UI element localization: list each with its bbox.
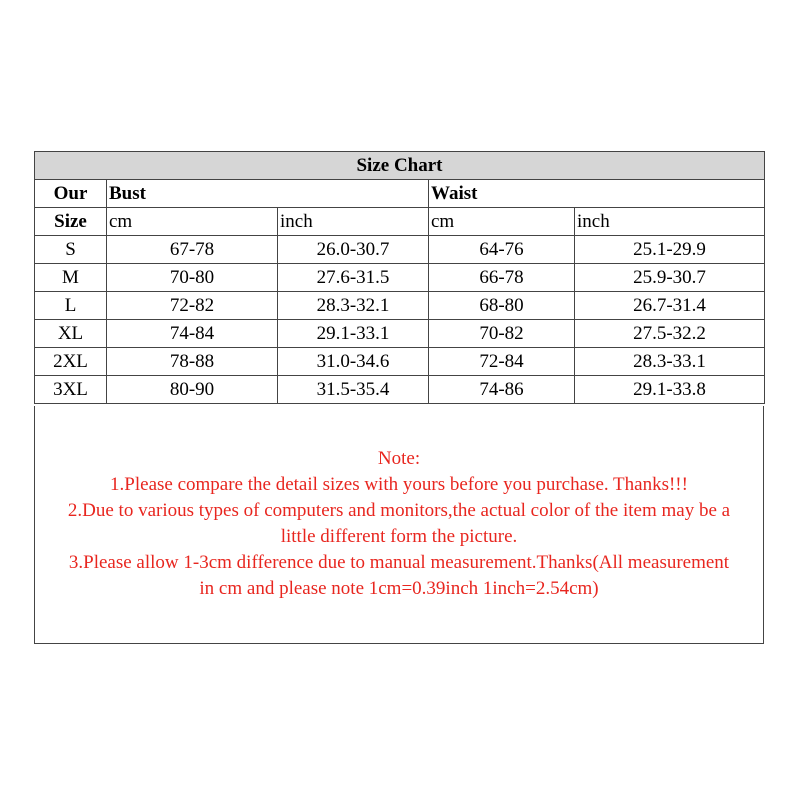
bust-inch-cell: 31.0-34.6 <box>278 348 429 376</box>
waist-cm-cell: 64-76 <box>429 236 575 264</box>
table-row <box>35 236 765 264</box>
bust-cm-cell: 74-84 <box>107 320 278 348</box>
table-row <box>35 264 765 292</box>
bust-cm-cell: 67-78 <box>107 236 278 264</box>
note-line-1: 1.Please compare the detail sizes with yours before you purchase. Thanks!!! <box>110 474 688 495</box>
table-row <box>35 292 765 320</box>
bust-cm-cell: 70-80 <box>107 264 278 292</box>
bust-cm-cell: 78-88 <box>107 348 278 376</box>
notes-panel <box>34 406 764 644</box>
size-chart <box>34 151 764 404</box>
bust-cm-cell: 72-82 <box>107 292 278 320</box>
bust-cm-header: cm <box>107 208 278 236</box>
note-line-3: little different form the picture. <box>280 526 518 547</box>
our-size-header-line2: Size <box>35 208 107 236</box>
header-row-units <box>35 208 765 236</box>
bust-header: Bust <box>107 180 429 208</box>
waist-inch-cell: 25.9-30.7 <box>575 264 765 292</box>
size-chart-table <box>34 151 765 404</box>
size-cell: XL <box>35 320 107 348</box>
waist-header: Waist <box>429 180 765 208</box>
title-row <box>35 152 765 180</box>
note-line-2: 2.Due to various types of computers and monitors,the actual color of the item may be a <box>67 500 731 521</box>
waist-cm-cell: 72-84 <box>429 348 575 376</box>
size-cell: L <box>35 292 107 320</box>
table-row <box>35 320 765 348</box>
size-cell: M <box>35 264 107 292</box>
waist-cm-cell: 66-78 <box>429 264 575 292</box>
bust-inch-cell: 28.3-32.1 <box>278 292 429 320</box>
size-cell: 2XL <box>35 348 107 376</box>
bust-inch-cell: 29.1-33.1 <box>278 320 429 348</box>
chart-title: Size Chart <box>35 152 765 180</box>
our-size-header-line1: Our <box>35 180 107 208</box>
waist-cm-cell: 70-82 <box>429 320 575 348</box>
table-row <box>35 376 765 404</box>
waist-inch-cell: 26.7-31.4 <box>575 292 765 320</box>
note-line-4: 3.Please allow 1-3cm difference due to manual measurement.Thanks(All measurement <box>68 552 730 573</box>
table-row <box>35 348 765 376</box>
waist-inch-cell: 25.1-29.9 <box>575 236 765 264</box>
size-cell: 3XL <box>35 376 107 404</box>
bust-inch-cell: 27.6-31.5 <box>278 264 429 292</box>
bust-cm-cell: 80-90 <box>107 376 278 404</box>
waist-cm-cell: 74-86 <box>429 376 575 404</box>
waist-inch-cell: 27.5-32.2 <box>575 320 765 348</box>
header-row-measure <box>35 180 765 208</box>
bust-inch-cell: 31.5-35.4 <box>278 376 429 404</box>
size-cell: S <box>35 236 107 264</box>
waist-inch-cell: 28.3-33.1 <box>575 348 765 376</box>
note-line-5: in cm and please note 1cm=0.39inch 1inch=2.54cm) <box>199 578 599 599</box>
waist-cm-cell: 68-80 <box>429 292 575 320</box>
waist-inch-cell: 29.1-33.8 <box>575 376 765 404</box>
bust-inch-cell: 26.0-30.7 <box>278 236 429 264</box>
bust-inch-header: inch <box>278 208 429 236</box>
note-heading: Note: <box>377 448 421 469</box>
waist-cm-header: cm <box>429 208 575 236</box>
waist-inch-header: inch <box>575 208 765 236</box>
